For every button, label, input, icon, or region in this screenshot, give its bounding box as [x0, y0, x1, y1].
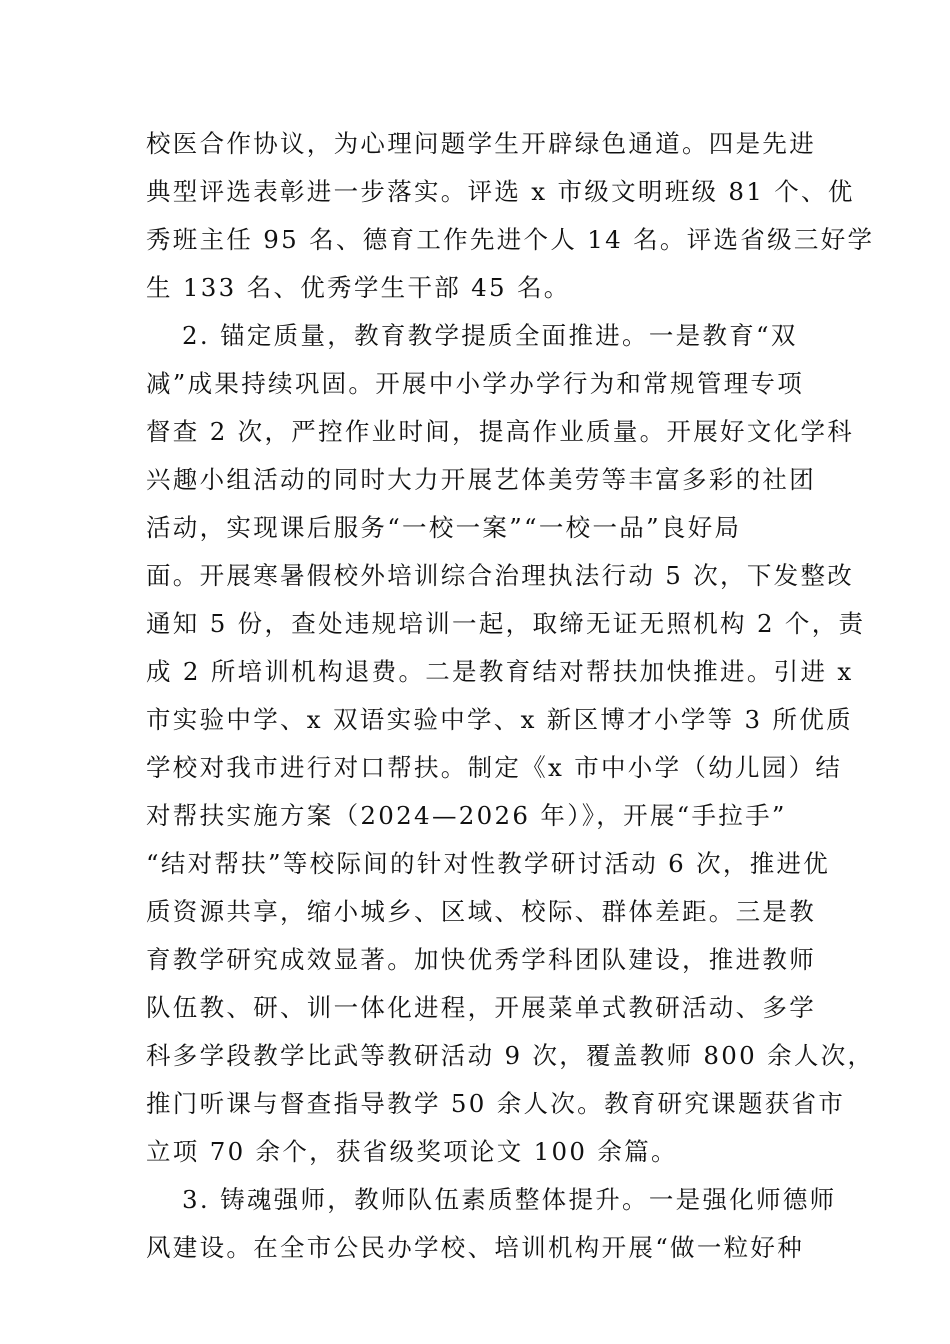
text-line: 风建设。在全市公民办学校、培训机构开展“做一粒好种 — [146, 1233, 805, 1262]
text-line: 学校对我市进行对口帮扶。制定《x 市中小学（幼儿园）结 — [146, 753, 843, 782]
text-line: 对帮扶实施方案（2024—2026 年）》，开展“手拉手” — [146, 801, 787, 830]
text-line: 减”成果持续巩固。开展中小学办学行为和常规管理专项 — [146, 369, 805, 398]
text-line: 队伍教、研、训一体化进程，开展菜单式教研活动、多学 — [146, 993, 816, 1022]
text-line: 质资源共享，缩小城乡、区域、校际、群体差距。三是教 — [146, 897, 816, 926]
text-line: 推门听课与督查指导教学 50 余人次。教育研究课题获省市 — [146, 1089, 846, 1118]
text-line: “结对帮扶”等校际间的针对性教学研讨活动 6 次，推进优 — [146, 849, 831, 878]
text-line: 面。开展寒暑假校外培训综合治理执法行动 5 次，下发整改 — [146, 561, 855, 590]
text-line: 立项 70 余个，获省级奖项论文 100 余篇。 — [146, 1137, 678, 1166]
section-heading-line: 3. 铸魂强师，教师队伍素质整体提升。一是强化师德师 — [182, 1185, 837, 1214]
text-line: 督查 2 次，严控作业时间，提高作业质量。开展好文化学科 — [146, 417, 855, 446]
text-line: 校医合作协议，为心理问题学生开辟绿色通道。四是先进 — [146, 129, 816, 158]
text-line: 科多学段教学比武等教研活动 9 次，覆盖教师 800 余人次， — [146, 1041, 875, 1070]
text-line: 生 133 名、优秀学生干部 45 名。 — [146, 273, 571, 302]
text-line: 育教学研究成效显著。加快优秀学科团队建设，推进教师 — [146, 945, 816, 974]
text-line: 通知 5 份，查处违规培训一起，取缔无证无照机构 2 个，责 — [146, 609, 866, 638]
text-line: 兴趣小组活动的同时大力开展艺体美劳等丰富多彩的社团 — [146, 465, 816, 494]
body-text — [146, 120, 875, 1272]
text-line: 市实验中学、x 双语实验中学、x 新区博才小学等 3 所优质 — [146, 705, 853, 734]
text-line: 秀班主任 95 名、德育工作先进个人 14 名。评选省级三好学 — [146, 225, 875, 254]
text-line: 成 2 所培训机构退费。二是教育结对帮扶加快推进。引进 x — [146, 657, 854, 686]
text-line: 活动，实现课后服务“一校一案”“一校一品”良好局 — [146, 513, 742, 542]
section-heading-line: 2. 锚定质量，教育教学提质全面推进。一是教育“双 — [182, 321, 798, 350]
text-line: 典型评选表彰进一步落实。评选 x 市级文明班级 81 个、优 — [146, 177, 855, 206]
